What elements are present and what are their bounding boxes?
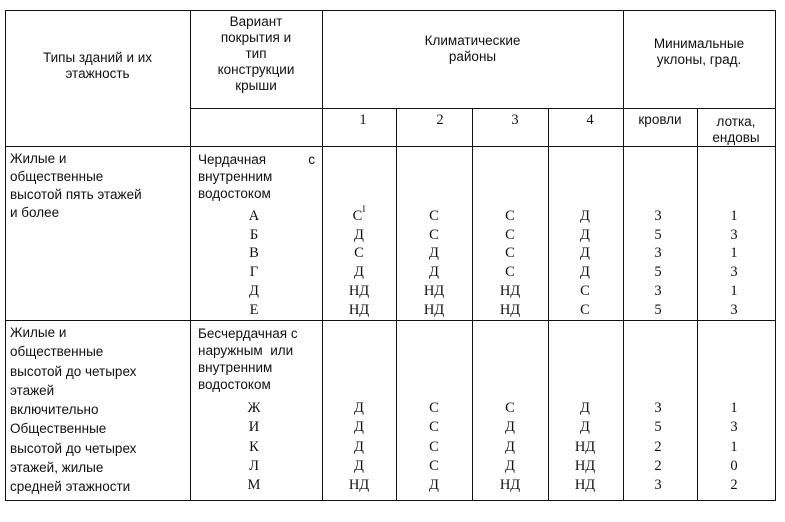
cell-r2 <box>429 477 439 493</box>
cell-value: С <box>352 208 363 224</box>
cell-value: 5 <box>654 226 662 243</box>
cell-value: Д <box>580 208 590 224</box>
cell-v <box>249 245 259 261</box>
variant-title-line: Бесчердачная с <box>198 326 298 341</box>
cell-r1 <box>354 227 364 243</box>
header-variant-line: Вариант <box>229 14 283 29</box>
variant-title-line: наружным или <box>198 343 294 358</box>
type-line: этажей, жилые <box>10 460 104 476</box>
cell-roof <box>654 227 661 243</box>
cell-value: С <box>429 208 439 224</box>
cell-value: Ж <box>247 400 261 416</box>
cell-r2 <box>429 458 439 474</box>
cell-r1 <box>352 204 366 224</box>
variant-title-line <box>198 151 315 168</box>
cell-value: С <box>505 264 515 281</box>
cell-r4 <box>580 245 590 261</box>
cell-value: Д <box>580 419 590 436</box>
cell-r4 <box>580 419 590 435</box>
cell-gutter <box>730 208 737 224</box>
cell-r2 <box>424 283 444 299</box>
cell-gutter <box>730 439 737 455</box>
section1-type <box>10 150 142 222</box>
cell-r1 <box>354 419 364 435</box>
footnote-mark: I <box>362 204 366 215</box>
cell-roof <box>654 283 661 299</box>
cell-r3 <box>505 264 515 280</box>
cell-gutter <box>730 419 737 435</box>
cell-r3 <box>505 439 515 455</box>
header-climate-line: Климатические <box>424 33 521 48</box>
cell-gutter <box>730 264 737 280</box>
cell-value: Д <box>429 477 439 494</box>
slope-gutter-line: ендовы <box>712 130 760 145</box>
header-variant-line: конструкции <box>217 62 295 77</box>
cell-r1 <box>349 477 369 493</box>
cell-value: Д <box>580 264 590 281</box>
cell-r2 <box>429 227 439 243</box>
cell-gutter <box>730 400 737 416</box>
cell-r2 <box>429 400 439 416</box>
cell-value: Л <box>249 457 259 474</box>
cell-value: М <box>247 477 261 494</box>
cell-gutter <box>730 302 737 318</box>
cell-value: 1 <box>730 282 738 299</box>
cell-roof <box>654 458 661 474</box>
cell-value: 3 <box>730 264 738 281</box>
type-line: высотой пять этажей <box>10 187 142 202</box>
cell-value: 3 <box>654 477 662 494</box>
cell-r2 <box>429 208 439 224</box>
header-climate-line: районы <box>448 49 497 64</box>
variant-title-line: водостоком <box>198 186 271 201</box>
cell-r1 <box>354 458 364 474</box>
slope-roof: кровли <box>638 112 682 127</box>
cell-value: 3 <box>730 301 738 318</box>
cell-value: НД <box>574 457 596 474</box>
cell-value: С <box>505 400 515 416</box>
type-line: этажей <box>10 382 55 398</box>
cell-value: НД <box>499 301 521 318</box>
cell-value: НД <box>423 282 445 299</box>
variant-title-line: внутренним <box>198 169 273 184</box>
slope-gutter-line: лотка, <box>716 114 756 129</box>
cell-value: Г <box>249 264 259 281</box>
cell-value: Б <box>249 226 259 243</box>
cell-value: НД <box>348 282 370 299</box>
region-2: 2 <box>436 112 444 128</box>
cell-value: С <box>429 457 439 474</box>
cell-value: 1 <box>730 208 738 224</box>
cell-value: 5 <box>654 419 662 436</box>
cell-roof <box>654 419 661 435</box>
cell-value: 2 <box>730 477 738 494</box>
header-type-line: Типы зданий и их <box>42 50 153 65</box>
cell-value: НД <box>499 282 521 299</box>
cell-value: Д <box>354 264 364 281</box>
cell-r1 <box>354 439 364 455</box>
type-line: Жилые и <box>10 325 67 340</box>
variant-title-line: водостоком <box>198 377 271 392</box>
cell-v <box>250 302 259 318</box>
header-variant-line: тип <box>245 46 267 61</box>
cell-value: НД <box>499 477 521 494</box>
region-4: 4 <box>586 112 594 128</box>
cell-v <box>248 477 261 493</box>
variant-title-line: внутренним <box>198 360 273 375</box>
type-line: общественные <box>10 344 104 360</box>
cell-value: Д <box>580 400 590 416</box>
cell-roof <box>654 264 661 280</box>
cell-r1 <box>349 283 369 299</box>
cell-value: НД <box>348 301 370 318</box>
cell-v <box>250 264 258 280</box>
type-line: включительно <box>10 402 99 418</box>
cell-value: Д <box>354 419 364 436</box>
cell-r4 <box>580 208 590 224</box>
variant-word: с <box>308 152 315 167</box>
cell-value: 3 <box>730 226 738 243</box>
cell-v <box>249 208 259 224</box>
header-slopes-line: Минимальные <box>653 36 745 51</box>
region-1: 1 <box>359 112 367 128</box>
header-climate <box>322 33 623 65</box>
type-line: и более <box>10 205 60 220</box>
cell-value: С <box>429 400 439 416</box>
cell-value: 3 <box>654 208 662 224</box>
cell-roof <box>654 439 661 455</box>
cell-v <box>250 227 258 243</box>
cell-value: 1 <box>730 400 738 416</box>
cell-v <box>249 439 259 455</box>
cell-gutter <box>730 227 737 243</box>
cell-value: Д <box>354 457 364 474</box>
section2-variant-title <box>198 325 298 393</box>
cell-r3 <box>505 419 515 435</box>
cell-value: 3 <box>654 400 662 416</box>
cell-gutter <box>730 283 737 299</box>
cell-r2 <box>429 264 439 280</box>
header-type-line: этажность <box>65 66 130 81</box>
cell-r2 <box>429 439 439 455</box>
cell-r3 <box>500 302 520 318</box>
cell-value: Д <box>580 245 590 262</box>
cell-r4 <box>575 458 595 474</box>
cell-value: С <box>429 419 439 436</box>
cell-r4 <box>575 477 595 493</box>
section1-variant-title <box>198 151 318 202</box>
cell-r4 <box>580 264 590 280</box>
cell-value: 3 <box>654 282 662 299</box>
cell-value: Д <box>354 400 364 416</box>
section2-type <box>10 323 136 497</box>
cell-value: 5 <box>654 301 662 318</box>
type-line: общественные <box>10 169 104 184</box>
type-line: высотой до четырех <box>10 440 137 456</box>
cell-value: 3 <box>730 419 738 436</box>
cell-r4 <box>580 283 590 299</box>
cell-r1 <box>354 400 364 416</box>
header-variant-line: покрытия и <box>220 30 292 45</box>
cell-value: С <box>580 282 590 299</box>
cell-value: С <box>505 208 515 224</box>
cell-v <box>249 283 259 299</box>
header-variant <box>190 14 322 94</box>
cell-value: НД <box>348 477 370 494</box>
cell-value: Д <box>505 457 515 474</box>
cell-r4 <box>580 302 590 318</box>
cell-value: К <box>249 438 259 455</box>
cell-r3 <box>505 245 515 261</box>
cell-value: 5 <box>654 264 662 281</box>
cell-value: Д <box>429 245 439 262</box>
cell-roof <box>654 208 661 224</box>
cell-v <box>248 400 261 416</box>
cell-value: 0 <box>730 457 738 474</box>
cell-r2 <box>429 245 439 261</box>
cell-value: С <box>580 301 590 318</box>
cell-value: В <box>249 245 259 262</box>
cell-value: Д <box>505 438 515 455</box>
cell-r3 <box>500 283 520 299</box>
cell-r2 <box>429 419 439 435</box>
cell-roof <box>654 245 661 261</box>
cell-roof <box>654 400 661 416</box>
cell-r4 <box>580 227 590 243</box>
slope-gutter <box>697 114 775 146</box>
header-variant-line: крыши <box>235 78 277 93</box>
cell-value: Д <box>429 264 439 281</box>
cell-value: 3 <box>654 245 662 262</box>
cell-r4 <box>580 400 590 416</box>
header-type <box>5 50 190 82</box>
cell-gutter <box>730 245 737 261</box>
header-slopes <box>623 36 775 68</box>
cell-value: Д <box>354 226 364 243</box>
type-line: высотой до четырех <box>10 363 137 379</box>
cell-v <box>249 419 259 435</box>
header-slopes-line: уклоны, град. <box>656 52 742 67</box>
cell-gutter <box>730 458 737 474</box>
cell-value: С <box>429 438 439 455</box>
cell-value: НД <box>423 301 445 318</box>
cell-r4 <box>575 439 595 455</box>
cell-r1 <box>354 245 364 261</box>
cell-value: 2 <box>654 457 662 474</box>
cell-value: С <box>505 245 515 262</box>
cell-value: Д <box>354 438 364 455</box>
cell-r3 <box>505 208 515 224</box>
cell-value: С <box>354 245 364 262</box>
cell-value: 1 <box>730 245 738 262</box>
cell-value: С <box>429 226 439 243</box>
cell-value: А <box>248 208 260 224</box>
cell-value: И <box>248 419 260 436</box>
variant-word: Чердачная <box>198 152 267 167</box>
cell-value: 1 <box>730 438 738 455</box>
cell-value: 2 <box>654 438 662 455</box>
cell-r1 <box>349 302 369 318</box>
cell-value: Д <box>505 419 515 436</box>
cell-value: НД <box>574 438 596 455</box>
cell-r1 <box>354 264 364 280</box>
cell-roof <box>654 302 661 318</box>
cell-value: НД <box>574 477 596 494</box>
cell-r3 <box>505 400 515 416</box>
cell-value: Е <box>249 301 259 318</box>
cell-value: Д <box>249 282 259 299</box>
type-line: Общественные <box>10 421 107 437</box>
cell-r3 <box>505 458 515 474</box>
cell-value: С <box>505 226 515 243</box>
cell-v <box>249 458 259 474</box>
cell-value: Д <box>580 226 590 243</box>
type-line: Жилые и <box>10 151 67 166</box>
cell-gutter <box>730 477 737 493</box>
cell-r3 <box>505 227 515 243</box>
type-line: средней этажности <box>10 479 131 495</box>
cell-r3 <box>500 477 520 493</box>
cell-r2 <box>424 302 444 318</box>
region-3: 3 <box>511 112 519 128</box>
cell-roof <box>654 477 661 493</box>
